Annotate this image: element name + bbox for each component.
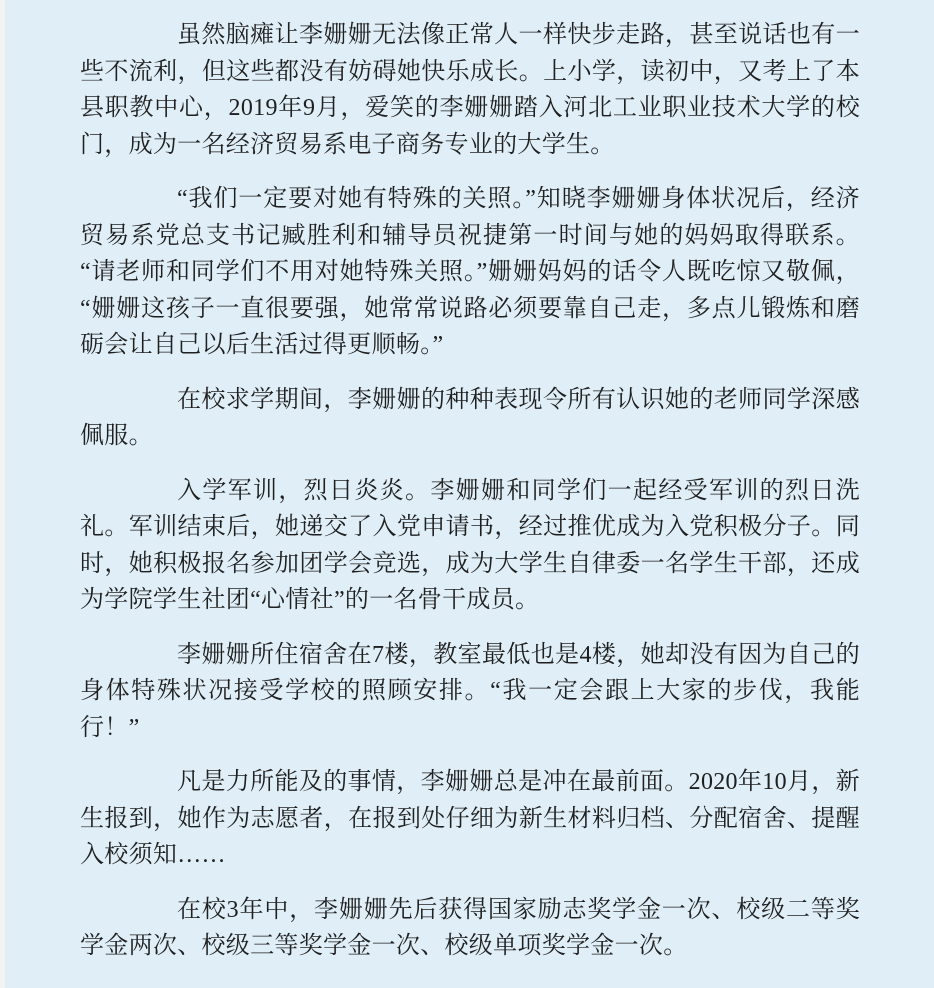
paragraph-scholarships: 在校3年中，李姗姗先后获得国家励志奖学金一次、校级二等奖学金两次、校级三等奖学金一次、校级单项奖学金一次。 [80,896,860,959]
paragraph-intro: 虽然脑瘫让李姗姗无法像正常人一样快步走路，甚至说话也有一些不流利，但这些都没有妨碍她快乐成长。上小学，读初中，又考上了本县职教中心，2019年9月，爱笑的李姗姗踏入河北工业职业技术大学的校门，成为一名经济贸易系电子商务专业的大学生。 [80,22,860,158]
paragraph-special-care: “我们一定要对她有特殊的关照。”知晓李姗姗身体状况后，经济贸易系党总支书记臧胜利和辅导员祝捷第一时间与她的妈妈取得联系。“请老师和同学们不用对她特殊关照。”姗姗妈妈的话令人既吃惊又敬佩，“姗姗这孩子一直很要强，她常常说路必须要靠自己走，多点儿锻炼和磨砺会让自己以后生活过得更顺畅。” [80,186,860,358]
paragraph-volunteer: 凡是力所能及的事情，李姗姗总是冲在最前面。2020年10月，新生报到，她作为志愿者，在报到处仔细为新生材料归档、分配宿舍、提醒入校须知…… [80,769,860,868]
page-left-edge-divider [0,0,5,988]
paragraph-military-training: 入学军训，烈日炎炎。李姗姗和同学们一起经受军训的烈日洗礼。军训结束后，她递交了入党申请书，经过推优成为入党积极分子。同时，她积极报名参加团学会竞选，成为大学生自律委一名学生干部，还成为学院学生社团“心情社”的一名骨干成员。 [80,477,860,613]
paragraph-dormitory: 李姗姗所住宿舍在7楼，教室最低也是4楼，她却没有因为自己的身体特殊状况接受学校的照顾安排。“我一定会跟上大家的步伐，我能行！” [80,641,860,741]
paragraph-admiration: 在校求学期间，李姗姗的种种表现令所有认识她的老师同学深感佩服。 [80,386,860,449]
